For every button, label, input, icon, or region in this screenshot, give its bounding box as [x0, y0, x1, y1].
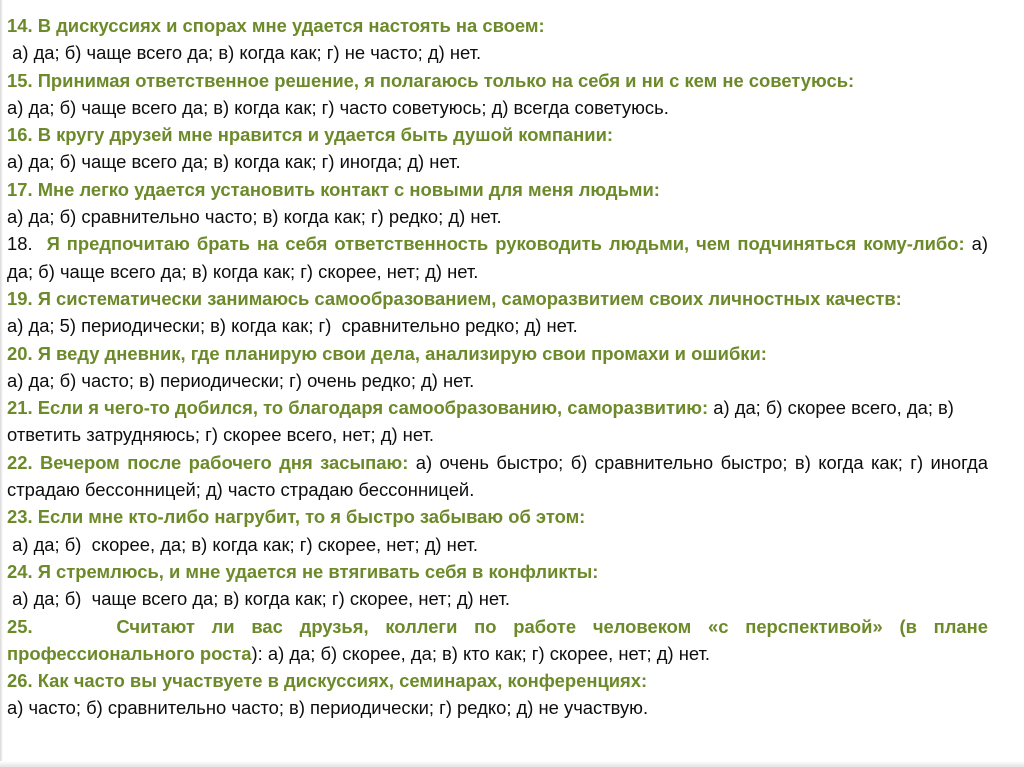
question-text: Принимая ответственное решение, я полагаюсь только на себя и ни с кем не советуюсь:	[37, 69, 855, 91]
question-number: 26.	[7, 670, 33, 692]
answer-options: а) да; б) скорее, да; в) когда как; г) скорее, нет; д) нет.	[7, 533, 478, 555]
question-17	[7, 176, 988, 231]
question-18	[7, 230, 988, 285]
question-number: 15.	[7, 69, 33, 91]
question-16	[7, 121, 988, 176]
question-25	[7, 613, 988, 668]
answer-options: а) да; б) чаще всего да; в) когда как; г) скорее, нет; д) нет.	[7, 588, 511, 610]
question-24	[7, 558, 988, 613]
question-number: 24.	[7, 560, 33, 582]
question-text: Считают ли вас друзья, коллеги по работе человеком «с перспективой» (в плане профессионального роста	[7, 615, 988, 664]
answer-options: а) очень быстро; б) сравнительно быстро; в) когда как; г) иногда страдаю бессонницей; д) часто страдаю бессонницей.	[7, 451, 988, 501]
question-number: 14.	[7, 15, 33, 36]
question-number: 22.	[7, 451, 33, 473]
question-number: 25.	[7, 615, 33, 637]
question-number: 18.	[7, 233, 33, 255]
question-text: Мне легко удается установить контакт с новыми для меня людьми:	[37, 178, 660, 200]
question-26	[7, 667, 988, 722]
question-text: Я предпочитаю брать на себя ответственность руководить людьми, чем подчиняться кому-либо:	[46, 233, 965, 255]
answer-options: а) да; б) сравнительно часто; в) когда как; г) редко; д) нет.	[7, 206, 502, 228]
answer-options: а) да; б) чаще всего да; в) когда как; г) не часто; д) нет.	[7, 42, 482, 64]
closing-parenthesis: )	[251, 642, 258, 664]
question-14	[7, 12, 988, 67]
question-text: Как часто вы участвуете в дискуссиях, семинарах, конференциях:	[37, 670, 648, 692]
question-text: Вечером после рабочего дня засыпаю:	[40, 451, 409, 473]
questionnaire-text	[7, 12, 988, 722]
question-number: 23.	[7, 506, 33, 528]
question-number: 16.	[7, 124, 33, 146]
question-text: В кругу друзей мне нравится и удается быть душой компании:	[37, 124, 614, 146]
question-number: 21.	[7, 397, 33, 419]
answer-options: а) часто; б) сравнительно часто; в) периодически; г) редко; д) не участвую.	[7, 697, 649, 719]
question-23	[7, 503, 988, 558]
question-20	[7, 340, 988, 395]
question-number: 20.	[7, 342, 33, 364]
question-text: Я веду дневник, где планирую свои дела, анализирую свои промахи и ошибки:	[37, 342, 767, 364]
question-number: 17.	[7, 178, 33, 200]
answer-options: а) да; б) чаще всего да; в) когда как; г) иногда; д) нет.	[7, 151, 461, 173]
question-text: Я стремлюсь, и мне удается не втягивать себя в конфликты:	[37, 560, 599, 582]
answer-options: а) да; б) часто; в) периодически; г) очень редко; д) нет.	[7, 369, 475, 391]
question-text: Я систематически занимаюсь самообразованием, саморазвитием своих личностных качеств:	[37, 287, 902, 309]
slide-bottom-edge	[0, 761, 1024, 767]
question-number: 19.	[7, 287, 33, 309]
answer-options: а) да; б) чаще всего да; в) когда как; г) часто советуюсь; д) всегда советуюсь.	[7, 96, 669, 118]
answer-options: а) да; 5) периодически; в) когда как; г) сравнительно редко; д) нет.	[7, 315, 578, 337]
question-text: Если мне кто-либо нагрубит, то я быстро забываю об этом:	[37, 506, 586, 528]
question-19	[7, 285, 988, 340]
question-22	[7, 449, 988, 504]
question-15	[7, 67, 988, 122]
question-text: Если я чего-то добился, то благодаря самообразованию, саморазвитию:	[37, 397, 709, 419]
question-21	[7, 394, 988, 449]
answer-options: : а) да; б) скорее, да; в) кто как; г) скорее, нет; д) нет.	[257, 642, 710, 664]
answer-options: а) да; б) скорее всего, да; в) ответить затрудняюсь; г) скорее всего, нет; д) нет.	[7, 397, 954, 446]
question-text: В дискуссиях и спорах мне удается настоять на своем:	[37, 15, 545, 36]
slide-left-edge	[0, 0, 3, 767]
answer-options: а) да; б) чаще всего да; в) когда как; г) скорее, нет; д) нет.	[7, 233, 988, 282]
